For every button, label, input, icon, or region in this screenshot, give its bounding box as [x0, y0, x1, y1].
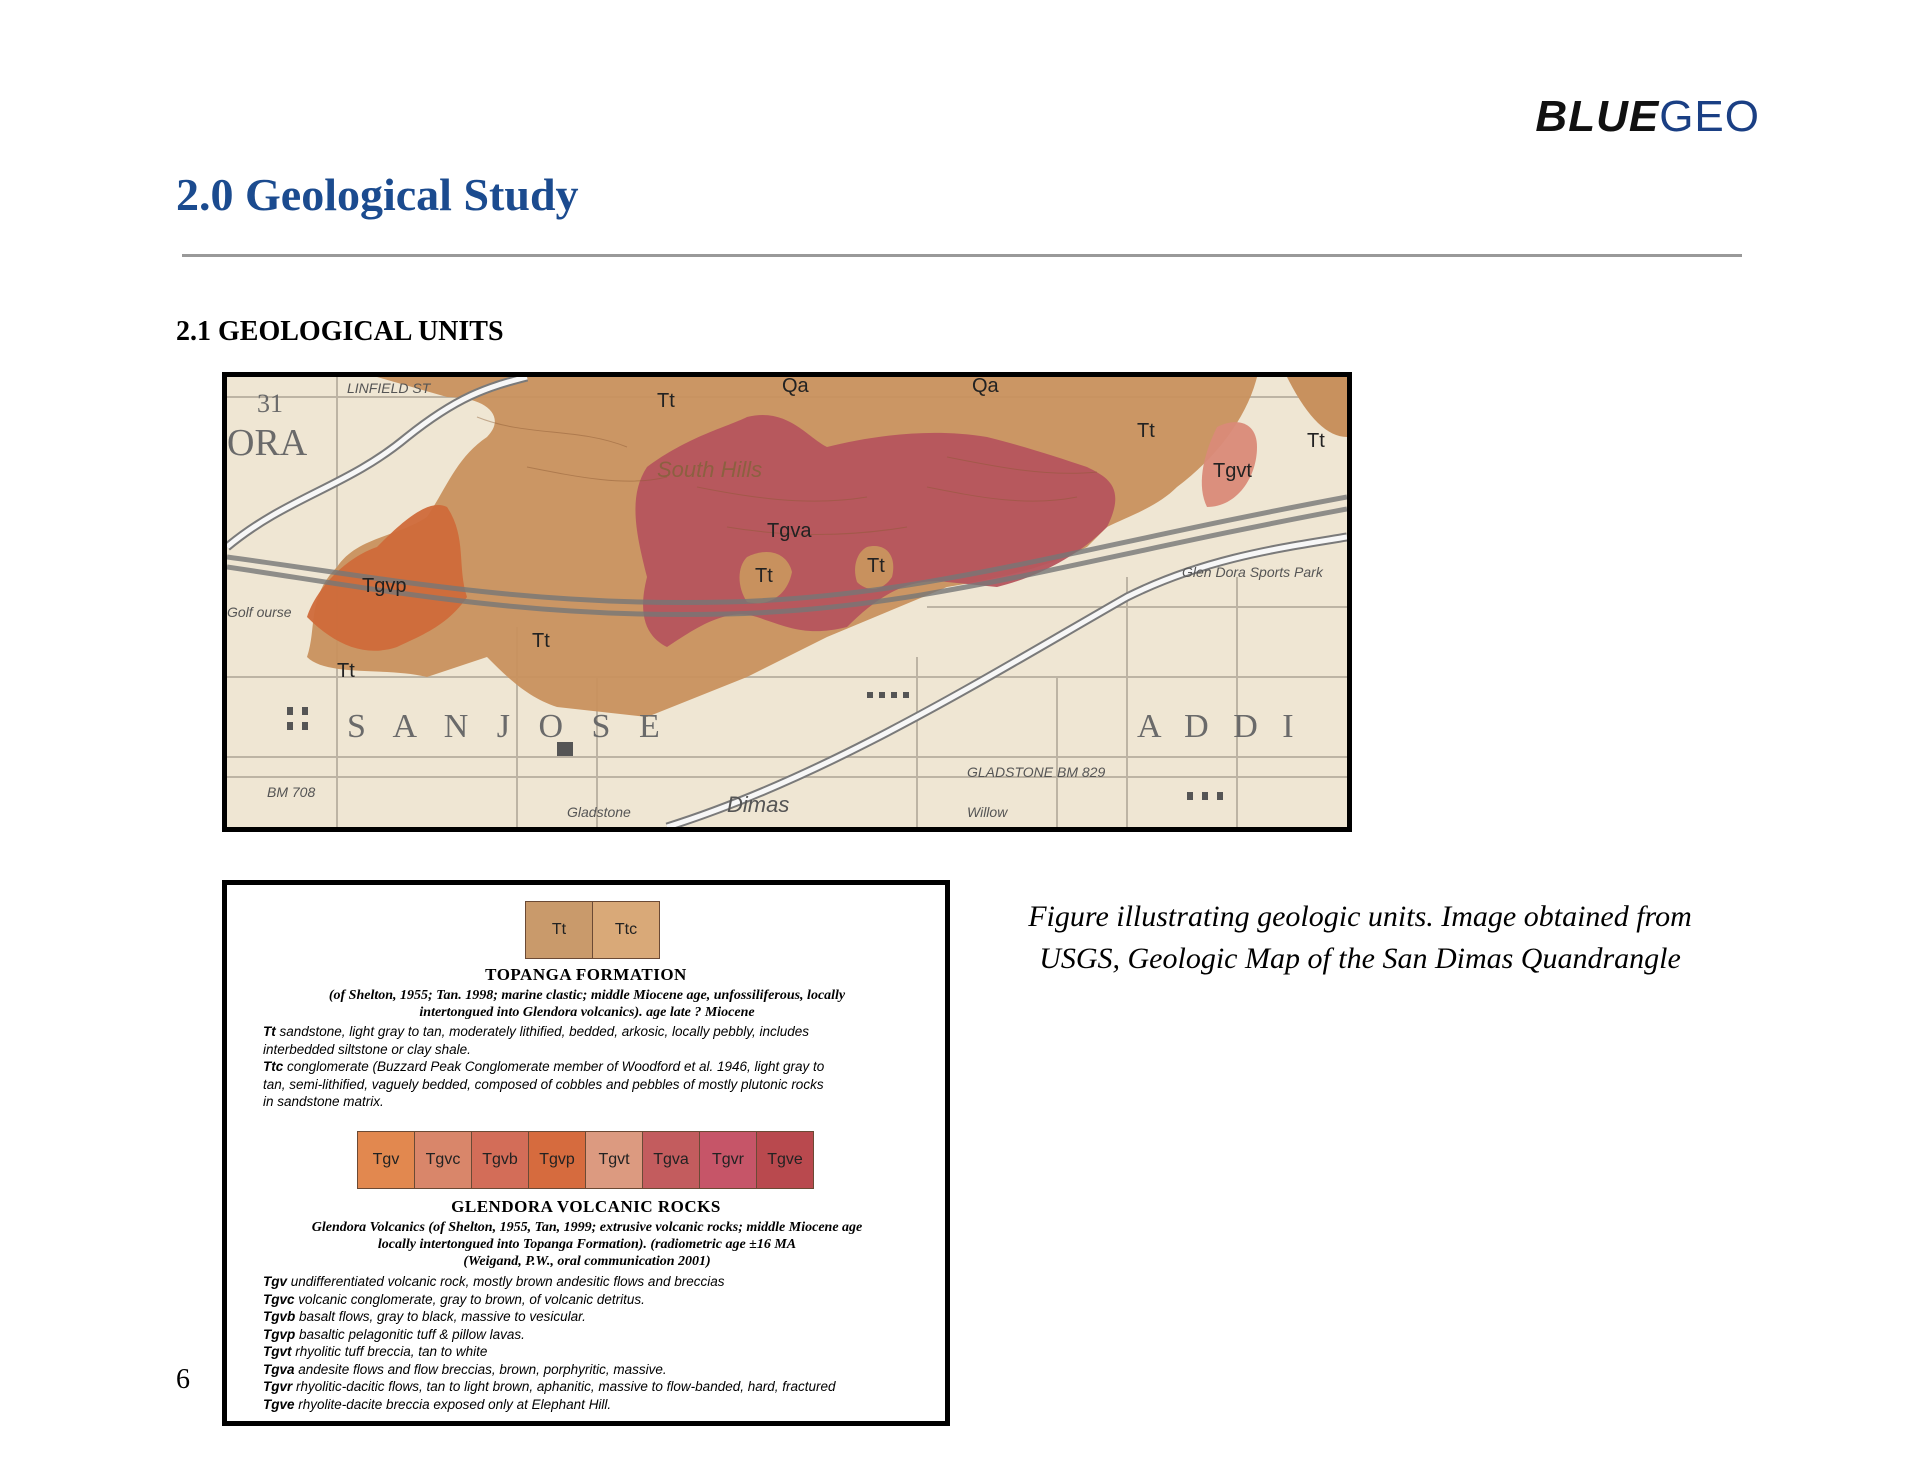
legend-text-line: Tgvr rhyolitic-dacitic flows, tan to light brown, aphanitic, massive to flow-banded, hard, fractured [263, 1379, 836, 1394]
topanga-heading: TOPANGA FORMATION [485, 965, 687, 984]
map-label-tt-3: Tt [532, 630, 550, 652]
figure-caption [990, 896, 1730, 980]
legend-swatch-tgvc: Tgvc [414, 1131, 472, 1189]
caption-line: Figure illustrating geologic units. Image obtained from [1028, 900, 1692, 933]
map-label-tt-6: Tt [867, 555, 885, 577]
legend-text-line: Tgvb basalt flows, gray to black, massive to vesicular. [263, 1309, 586, 1324]
map-label-linfield: LINFIELD ST [347, 380, 431, 396]
map-label-dimas: Dimas [727, 792, 790, 817]
glendora-description [257, 1219, 917, 1270]
section-heading: 2.1 GEOLOGICAL UNITS [176, 316, 504, 347]
legend-text-line: Tgv undifferentiated volcanic rock, mostly brown andesitic flows and breccias [263, 1274, 725, 1289]
legend-swatch: Tt [525, 901, 593, 959]
map-label-san-jose: S A N J O S E [347, 708, 670, 745]
map-label-tgvt: Tgvt [1213, 460, 1252, 482]
legend-swatch-tgv: Tgv [357, 1131, 415, 1189]
map-label-gladstone-st: GLADSTONE BM 829 [967, 764, 1106, 780]
map-label-tt-4: Tt [337, 660, 355, 682]
map-label-qa-1: Qa [782, 377, 809, 397]
legend-swatch-tgvp: Tgvp [528, 1131, 586, 1189]
legend-swatch: Ttc [592, 901, 660, 959]
map-label-tgvp: Tgvp [362, 575, 407, 597]
legend-text-line: interbedded siltstone or clay shale. [263, 1041, 471, 1057]
glendora-body [263, 1273, 923, 1413]
topanga-body [263, 1023, 923, 1111]
title-divider [182, 254, 1742, 257]
page-number: 6 [176, 1364, 190, 1395]
legend-text-line: Tgvp basaltic pelagonitic tuff & pillow lavas. [263, 1326, 525, 1342]
map-label-golf: Golf ourse [227, 604, 292, 620]
legend-text-line: Tt sandstone, light gray to tan, moderately lithified, bedded, arkosic, locally pebbly, includes [263, 1024, 810, 1039]
legend-text-line: tan, semi-lithified, vaguely bedded, composed of cobbles and pebbles of mostly plutonic rocks [263, 1076, 824, 1092]
map-label-tgva: Tgva [767, 520, 812, 542]
map-label-tt-5: Tt [755, 565, 773, 587]
bluegeo-logo [1535, 92, 1760, 142]
map-label-willow: Willow [967, 804, 1008, 820]
geologic-map [227, 377, 1347, 827]
legend-text-line: Tgvt rhyolitic tuff breccia, tan to white [263, 1344, 488, 1359]
glendora-sub-line: locally intertongued into Topanga Formation). (radiometric age ±16 MA [377, 1237, 797, 1252]
legend-text-line: in sandstone matrix. [263, 1094, 384, 1109]
legend-text-line: Tgvc volcanic conglomerate, gray to brown, of volcanic detritus. [263, 1291, 645, 1307]
glendora-sub-line: (Weigand, P.W., oral communication 2001) [463, 1254, 711, 1269]
legend-figure [222, 880, 950, 1426]
logo-bold-text: BLUE [1535, 92, 1660, 141]
glendora-heading: GLENDORA VOLCANIC ROCKS [451, 1197, 721, 1216]
map-label-glen-dora: Glen Dora Sports Park [1182, 564, 1323, 580]
glendora-swatch-row [357, 1131, 814, 1189]
glendora-sub-line: Glendora Volcanics (of Shelton, 1955, Tan, 1999; extrusive volcanic rocks; middle Miocene age [311, 1220, 863, 1235]
legend-text-line: Tgve rhyolite-dacite breccia exposed only at Elephant Hill. [263, 1396, 612, 1412]
legend-swatch-tgvt: Tgvt [585, 1131, 643, 1189]
map-label-tt-1: Tt [657, 390, 675, 412]
map-label-gladstone: Gladstone [567, 804, 631, 820]
page-title: 2.0 Geological Study [176, 169, 579, 220]
legend-swatch-tgvb: Tgvb [471, 1131, 529, 1189]
topanga-description [257, 987, 917, 1021]
topanga-sub-line: intertongued into Glendora volcanics). age late ? Miocene [419, 1005, 755, 1020]
map-label-south-hills: South Hills [657, 457, 763, 482]
legend-swatch-tgva: Tgva [642, 1131, 700, 1189]
legend-text-line: Tgva andesite flows and flow breccias, brown, porphyritic, massive. [263, 1361, 667, 1377]
legend-text-line: Ttc conglomerate (Buzzard Peak Conglomerate member of Woodford et al. 1946, light gray to [263, 1059, 825, 1074]
map-label-bm708: BM 708 [267, 784, 316, 800]
caption-line: USGS, Geologic Map of the San Dimas Quandrangle [1039, 942, 1681, 975]
topanga-swatch-row [525, 901, 660, 959]
map-label-tt-7: Tt [1307, 430, 1325, 452]
map-label-tt-2: Tt [1137, 420, 1155, 442]
legend-swatch-tgve: Tgve [756, 1131, 814, 1189]
map-label-ora: ORA [227, 422, 308, 464]
map-label-31: 31 [257, 389, 283, 418]
logo-light-text: GEO [1659, 92, 1760, 141]
map-label-addi: A D D I [1137, 708, 1302, 745]
geologic-map-figure [222, 372, 1352, 832]
map-label-qa-2: Qa [972, 377, 999, 397]
legend-swatch-tgvr: Tgvr [699, 1131, 757, 1189]
topanga-sub-line: (of Shelton, 1955; Tan. 1998; marine clastic; middle Miocene age, unfossiliferous, locally [328, 988, 846, 1003]
